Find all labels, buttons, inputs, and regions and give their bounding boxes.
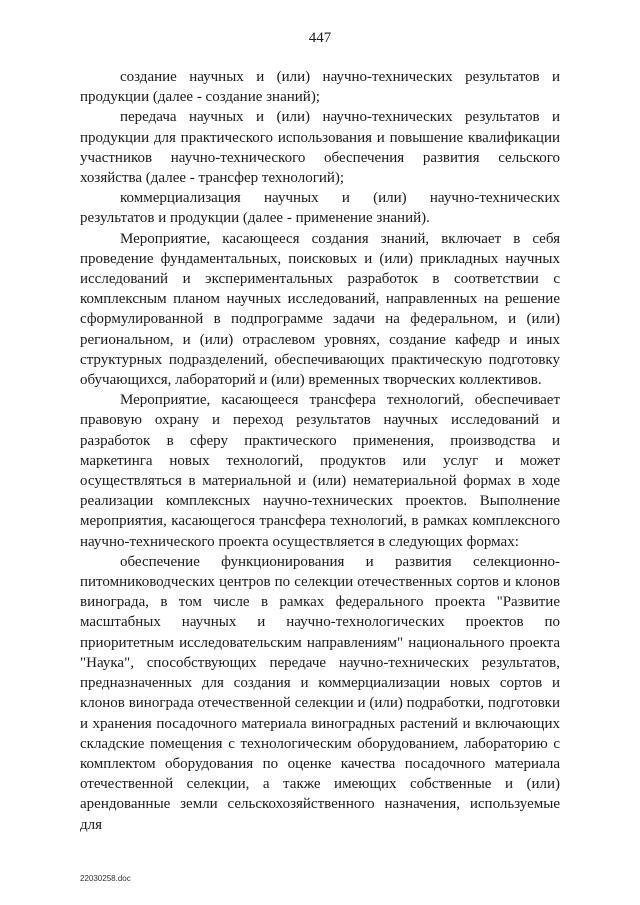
footer-filename: 22030258.doc bbox=[80, 874, 131, 883]
page-number: 447 bbox=[308, 30, 332, 46]
paragraph-technology-transfer: передача научных и (или) научно-технических результатов и продукции для практического использования и повышение квалификации участников научно-технического обеспечения развития сельского хозяйства (далее - трансфер технологий); bbox=[80, 109, 560, 187]
paragraph-knowledge-creation-measure: Мероприятие, касающееся создания знаний, включает в себя проведение фундаментальных, поисковых и (или) прикладных научных исследований и экспериментальных разработок в соответствии с комплексным планом научных исследований, направленных на решение сформулированной в подпрограмме задачи на федеральном, и (или) региональном, и (или) отраслевом уровнях, создание кафедр и иных структурных подразделений, обеспечивающих практическую подготовку обучающихся, лабораторий и (или) временных творческих коллективов. bbox=[80, 230, 560, 389]
paragraph-knowledge-creation: создание научных и (или) научно-технических результатов и продукции (далее - создание знаний); bbox=[80, 69, 560, 106]
paragraph-knowledge-application: коммерциализация научных и (или) научно-технических результатов и продукции (далее - применение знаний). bbox=[80, 190, 560, 227]
paragraph-technology-transfer-measure: Мероприятие, касающееся трансфера технологий, обеспечивает правовую охрану и переход результатов научных исследований и разработок в сферу практического применения, производства и маркетинга новых технологий, продуктов или услуг и может осуществляться в материальной и (или) нематериальной формах в ходе реализации комплексных научно-технических проектов. Выполнение мероприятия, касающегося трансфера технологий, в рамках комплексного научно-технического проекта осуществляется в следующих формах: bbox=[80, 392, 560, 550]
paragraph-breeding-centers: обеспечение функционирования и развития селекционно-питомниководческих центров по селекции отечественных сортов и клонов винограда, в том числе в рамках федерального проекта "Развитие масштабных научных и научно-технологических проектов по приоритетным исследовательским направлениям" национального проекта "Наука", способствующих передаче научно-технических результатов, предназначенных для создания и коммерциализации новых сортов и клонов винограда отечественной селекции и (или) подработки, подготовки и хранения посадочного материала виноградных растений и включающих складские помещения с технологическим оборудованием, лабораторию с комплектом оборудования по оценке качества посадочного материала отечественной селекции, а также имеющих собственные и (или) арендованные земли сельскохозяйственного назначения, используемые для bbox=[80, 553, 560, 833]
document-body bbox=[80, 67, 560, 835]
